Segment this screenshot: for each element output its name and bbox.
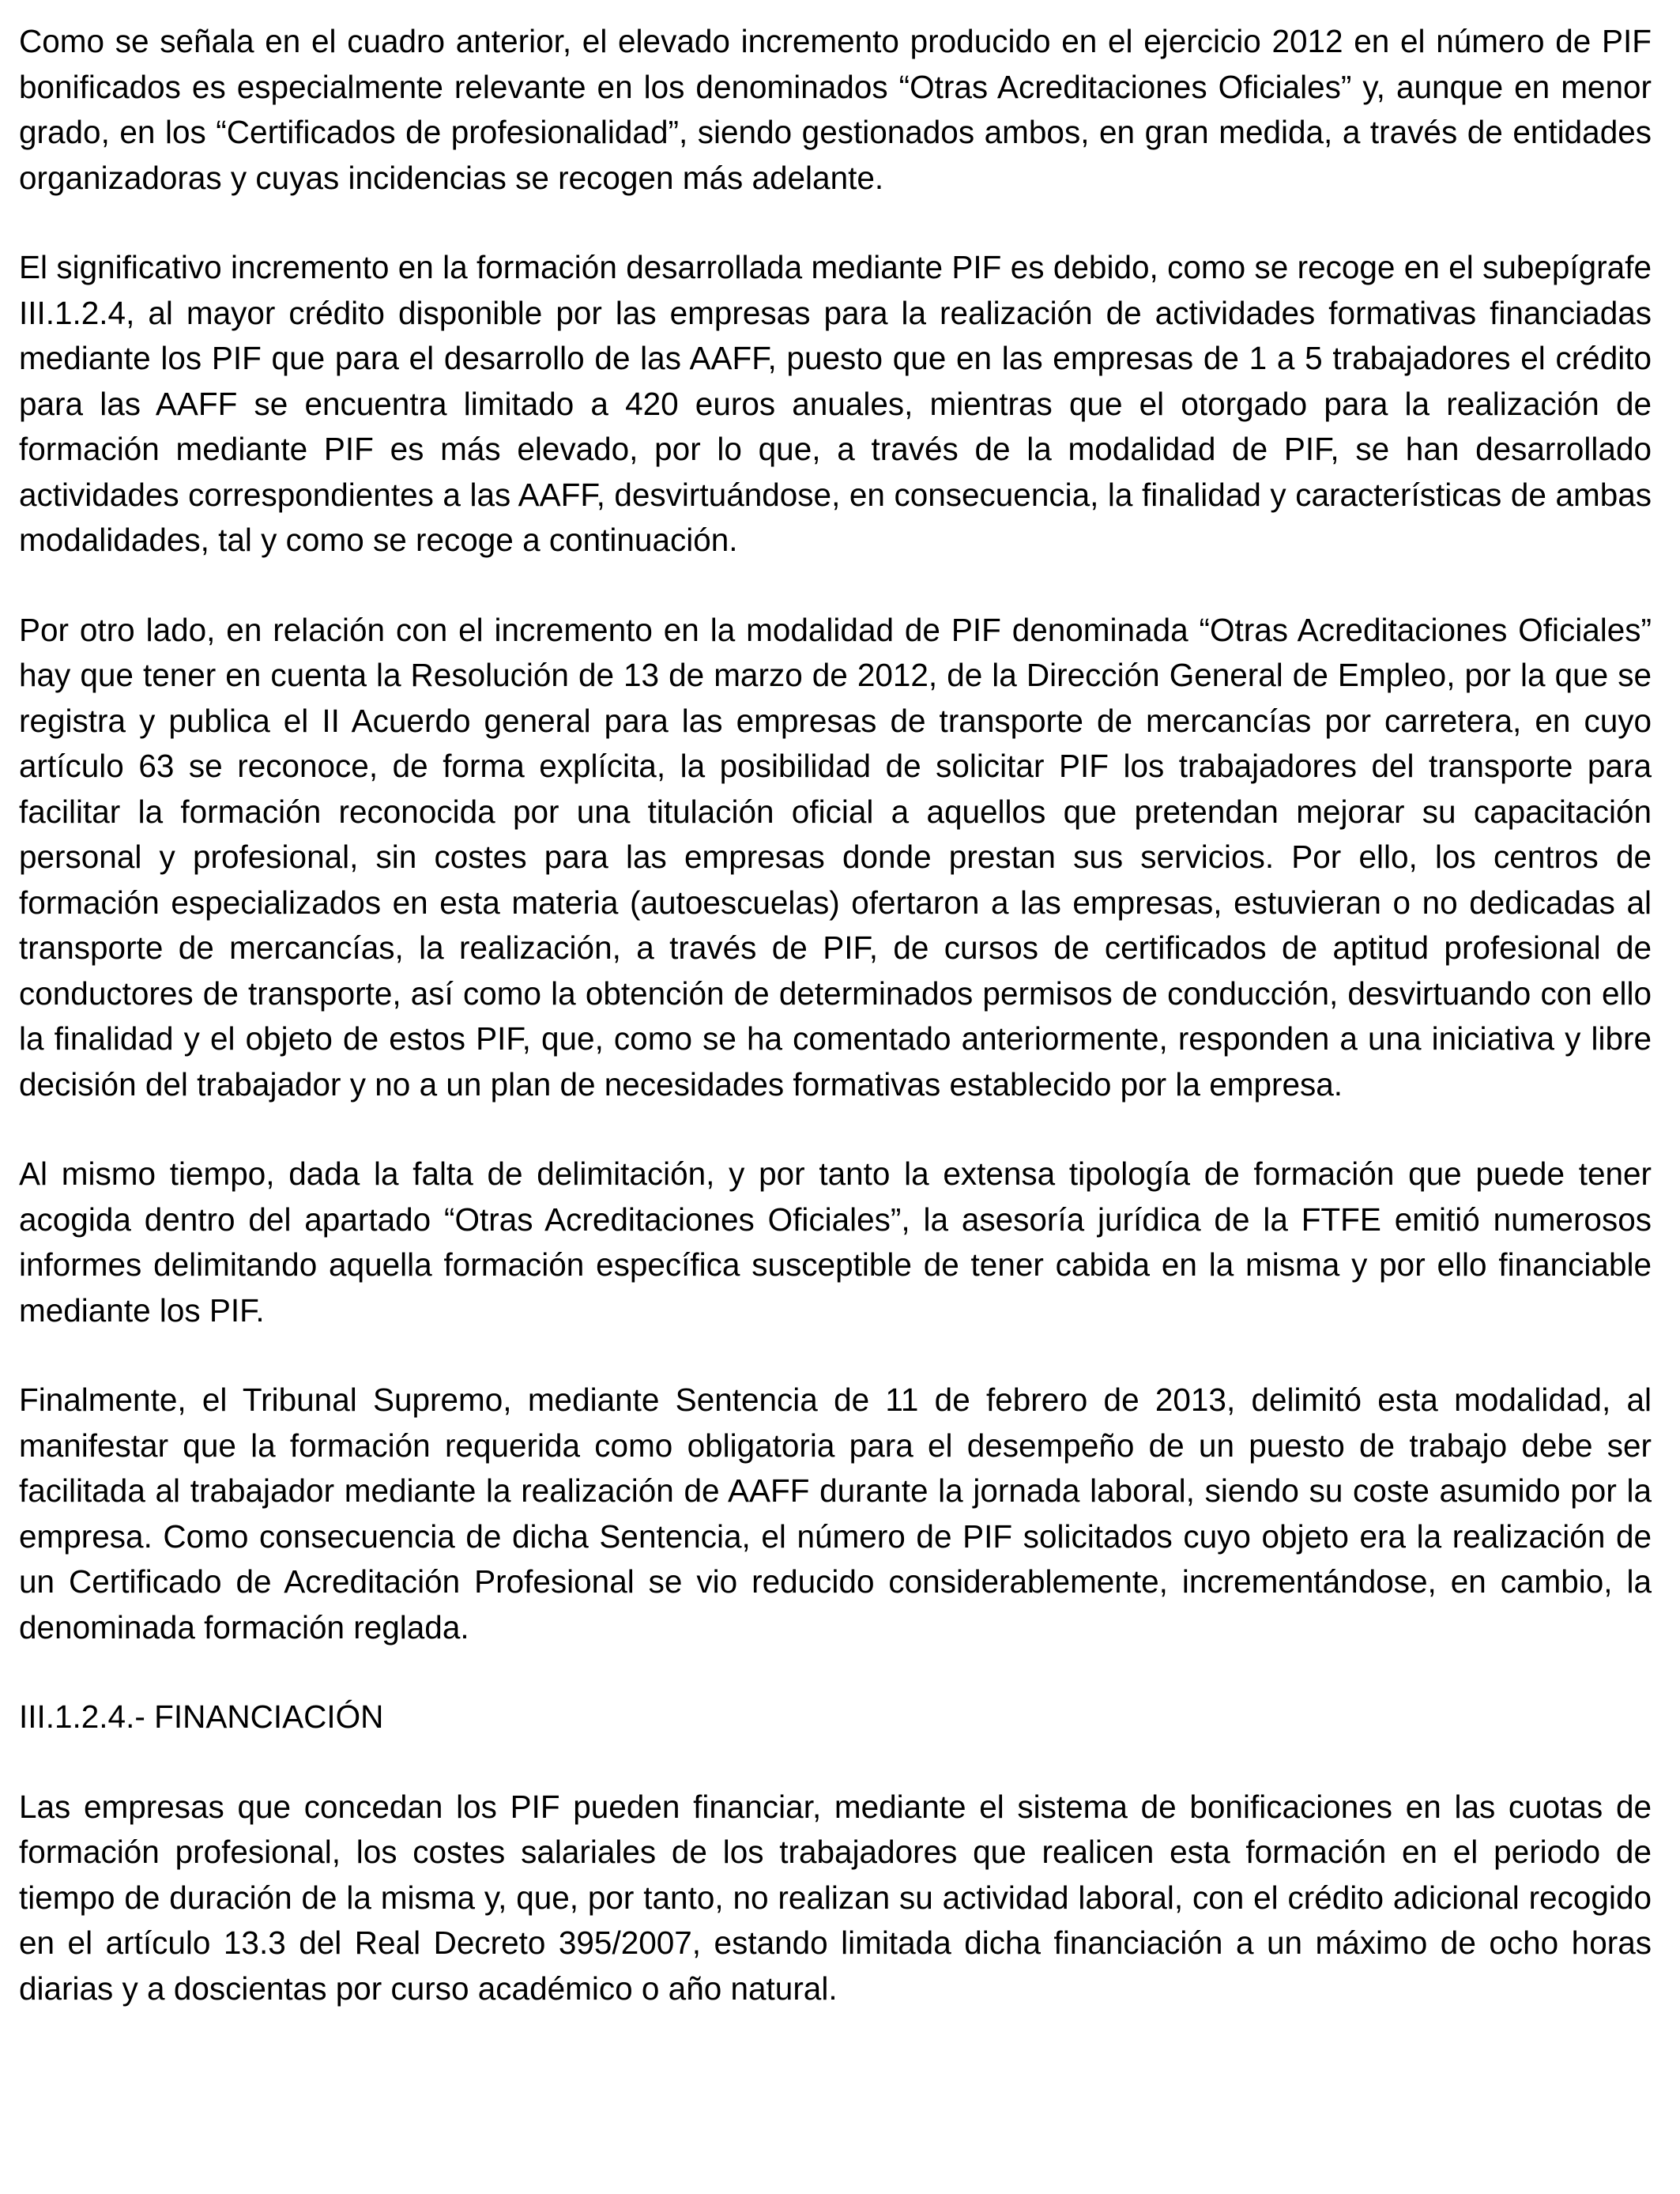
paragraph-delimitacion: Al mismo tiempo, dada la falta de delimitación, y por tanto la extensa tipología de formación que puede tener acogida dentro del apartado “Otras Acreditaciones Oficiales”, la asesoría jurídica de la FTFE emitió numerosos informes delimitando aquella formación específica susceptible de tener cabida en la misma y por ello financiable mediante los PIF. [19,1155,1652,1329]
paragraph-credito-disponible: El significativo incremento en la formación desarrollada mediante PIF es debido, como se recoge en el subepígrafe III.1.2.4, al mayor crédito disponible por las empresas para la realización de actividades formativas financiadas mediante los PIF que para el desarrollo de las AAFF, puesto que en las empresas de 1 a 5 trabajadores el crédito para las AAFF se encuentra limitado a 420 euros anuales, mientras que el otorgado para la realización de formación mediante PIF es más elevado, por lo que, a través de la modalidad de PIF, se han desarrollado actividades correspondientes a las AAFF, desvirtuándose, en consecuencia, la finalidad y características de ambas modalidades, tal y como se recoge a continuación. [19,249,1652,558]
paragraph-tribunal-supremo: Finalmente, el Tribunal Supremo, mediante Sentencia de 11 de febrero de 2013, delimitó esta modalidad, al manifestar que la formación requerida como obligatoria para el desempeño de un puesto de trabajo debe ser facilitada al trabajador mediante la realización de AAFF durante la jornada laboral, siendo su coste asumido por la empresa. Como consecuencia de dicha Sentencia, el número de PIF solicitados cuyo objeto era la realización de un Certificado de Acreditación Profesional se vio reducido considerablemente, incrementándose, en cambio, la denominada formación reglada. [19,1382,1652,1646]
paragraph-otras-acreditaciones: Por otro lado, en relación con el incremento en la modalidad de PIF denominada “Otras Acreditaciones Oficiales” hay que tener en cuenta la Resolución de 13 de marzo de 2012, de la Dirección General de Empleo, por la que se registra y publica el II Acuerdo general para las empresas de transporte de mercancías por carretera, en cuyo artículo 63 se reconoce, de forma explícita, la posibilidad de solicitar PIF los trabajadores del transporte para facilitar la formación reconocida por una titulación oficial a aquellos que pretendan mejorar su capacitación personal y profesional, sin costes para las empresas donde prestan sus servicios. Por ello, los centros de formación especializados en esta materia (autoescuelas) ofertaron a las empresas, estuvieran o no dedicadas al transporte de mercancías, la realización, a través de PIF, de cursos de certificados de aptitud profesional de conductores de transporte, así como la obtención de determinados permisos de conducción, desvirtuando con ello la finalidad y el objeto de estos PIF, que, como se ha comentado anteriormente, responden a una iniciativa y libre decisión del trabajador y no a un plan de necesidades formativas establecido por la empresa. [19,611,1652,1103]
paragraph-financiacion: Las empresas que concedan los PIF pueden financiar, mediante el sistema de bonificaciones en las cuotas de formación profesional, los costes salariales de los trabajadores que realicen esta formación en el periodo de tiempo de duración de la misma y, que, por tanto, no realizan su actividad laboral, con el crédito adicional recogido en el artículo 13.3 del Real Decreto 395/2007, estando limitada dicha financiación a un máximo de ocho horas diarias y a doscientas por curso académico o año natural. [19,1788,1652,2007]
document-page [19,19,1652,2056]
section-heading-financiacion: III.1.2.4.- FINANCIACIÓN [19,1698,384,1735]
paragraph-pif-incremento: Como se señala en el cuadro anterior, el elevado incremento producido en el ejercicio 2012 en el número de PIF bonificados es especialmente relevante en los denominados “Otras Acreditaciones Oficiales” y, aunque en menor grado, en los “Certificados de profesionalidad”, siendo gestionados ambos, en gran medida, a través de entidades organizadoras y cuyas incidencias se recogen más adelante. [19,23,1652,196]
